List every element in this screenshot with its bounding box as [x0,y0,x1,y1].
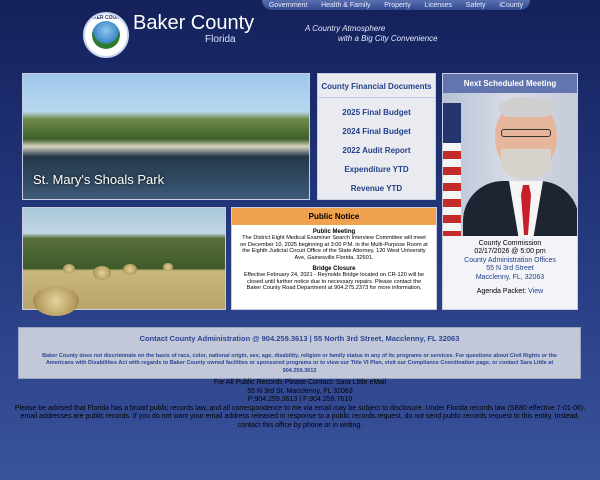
portrait-hair [499,97,553,117]
nav-property[interactable]: Property [384,1,411,9]
notice-item-title: Public Meeting [312,229,356,235]
nav-safety[interactable]: Safety [465,1,486,9]
records-contact-line: For All Public Records Please Contact: Sara Little eMail [213,379,387,386]
public-notice-panel [231,207,437,310]
public-notice-title: Public Notice [232,208,436,225]
hay-field-photo [22,207,226,310]
seal-emblem [92,21,120,49]
nav-government[interactable]: Government [268,1,308,9]
next-meeting-panel [442,73,578,310]
link-expenditure-ytd[interactable]: Expenditure YTD [344,165,409,174]
hay-bale [123,264,137,275]
nondiscrimination-notice: Baker County does not discriminate on the basis of race, color, national origin, sex, age, disability, religion or family status in any of its programs or services. For questions about Civil Rights or the Americans with Disabilities Act with regards to Baker County owned facilities or sponsored programs or to view our Title VI Plan, visit our Compliance Coordination page, or contact Sara Little at 904.259.3613 [42,353,557,374]
link-2025-final-budget[interactable]: 2025 Final Budget [342,108,411,117]
notice-item-body: Effective February 24, 2021 - Reynolds Bridge located on CR-120 will be closed until further notice due to necessary repairs. Please contact the Baker County Road Department at 904.275.2373 for more information. [244,271,424,292]
top-nav [262,0,530,10]
next-meeting-title: Next Scheduled Meeting [443,74,577,93]
nav-health-family[interactable]: Health & Family [321,1,371,9]
hay-bale [163,263,173,271]
commissioner-portrait [443,93,577,236]
seal-text: BAKER COUNTY [85,15,127,21]
agenda-label: Agenda Packet: [476,287,527,295]
site-title[interactable]: Baker County [133,12,255,34]
tagline-line-2: with a Big City Convenience [338,34,438,43]
us-flag-icon [443,103,461,236]
site-subtitle: Florida [205,34,236,45]
financial-documents-panel [317,73,436,200]
featured-park-photo[interactable] [22,73,310,200]
hay-bale [63,264,75,274]
link-revenue-ytd[interactable]: Revenue YTD [350,184,403,193]
meeting-body: County Commission [478,240,542,247]
contact-heading: Contact County Administration @ 904.259.3613 | 55 North 3rd Street, Macclenny, FL 32063 [139,334,460,343]
notice-item-title: Bridge Closure [312,265,356,272]
meeting-location[interactable]: County Administration Offices [464,256,556,264]
nav-licenses[interactable]: Licenses [424,1,453,9]
meeting-street[interactable]: 55 N 3rd Street [486,265,534,273]
financial-documents-title: County Financial Documents [318,74,435,98]
meeting-datetime: 02/17/2026 @ 5:00 pm [474,248,546,256]
public-records-notice: Please be advised that Florida has a broad public records law, and all correspondence to me via email may be subject to disclosure. Under Florida records law (SB80 effective 7-01-06), email addresses are public records. If you do not want your email address released in response to a public records request, do not send public records request to this entity. Instead, contact this office by phone or in writing. [14,404,586,429]
meeting-city[interactable]: Macclenny, FL, 32063 [475,273,545,281]
notice-item-body: The District Eight Medical Examiner Search Interview Committee will meet on December 10, 2025 beginning at 3:00 P.M. in the Multi-Purpose Room at the Eighth Judicial Circuit Office of the State Attorney, 120 West University Ave, Gainesville Florida, 32601. [240,235,428,262]
tagline-line-1: A Country Atmosphere [305,24,386,33]
link-2022-audit-report[interactable]: 2022 Audit Report [342,146,411,155]
hay-bale [93,266,111,280]
agenda-view-link[interactable]: View [528,287,544,295]
hay-bale [33,286,79,316]
featured-caption: St. Mary's Shoals Park [33,172,165,187]
county-seal-logo[interactable] [83,12,129,58]
portrait-beard [501,149,551,179]
footer [10,379,590,430]
portrait-glasses [501,129,551,137]
contact-banner [18,327,581,379]
footer-address: 55 N 3rd St, Macclenny, FL 32063 [247,387,353,395]
agenda-packet [443,288,577,295]
footer-phones: P:904.259.3613 | F:904.259.7610 [247,396,353,404]
nav-icounty[interactable]: iCounty [499,1,524,9]
link-2024-final-budget[interactable]: 2024 Final Budget [342,127,411,136]
